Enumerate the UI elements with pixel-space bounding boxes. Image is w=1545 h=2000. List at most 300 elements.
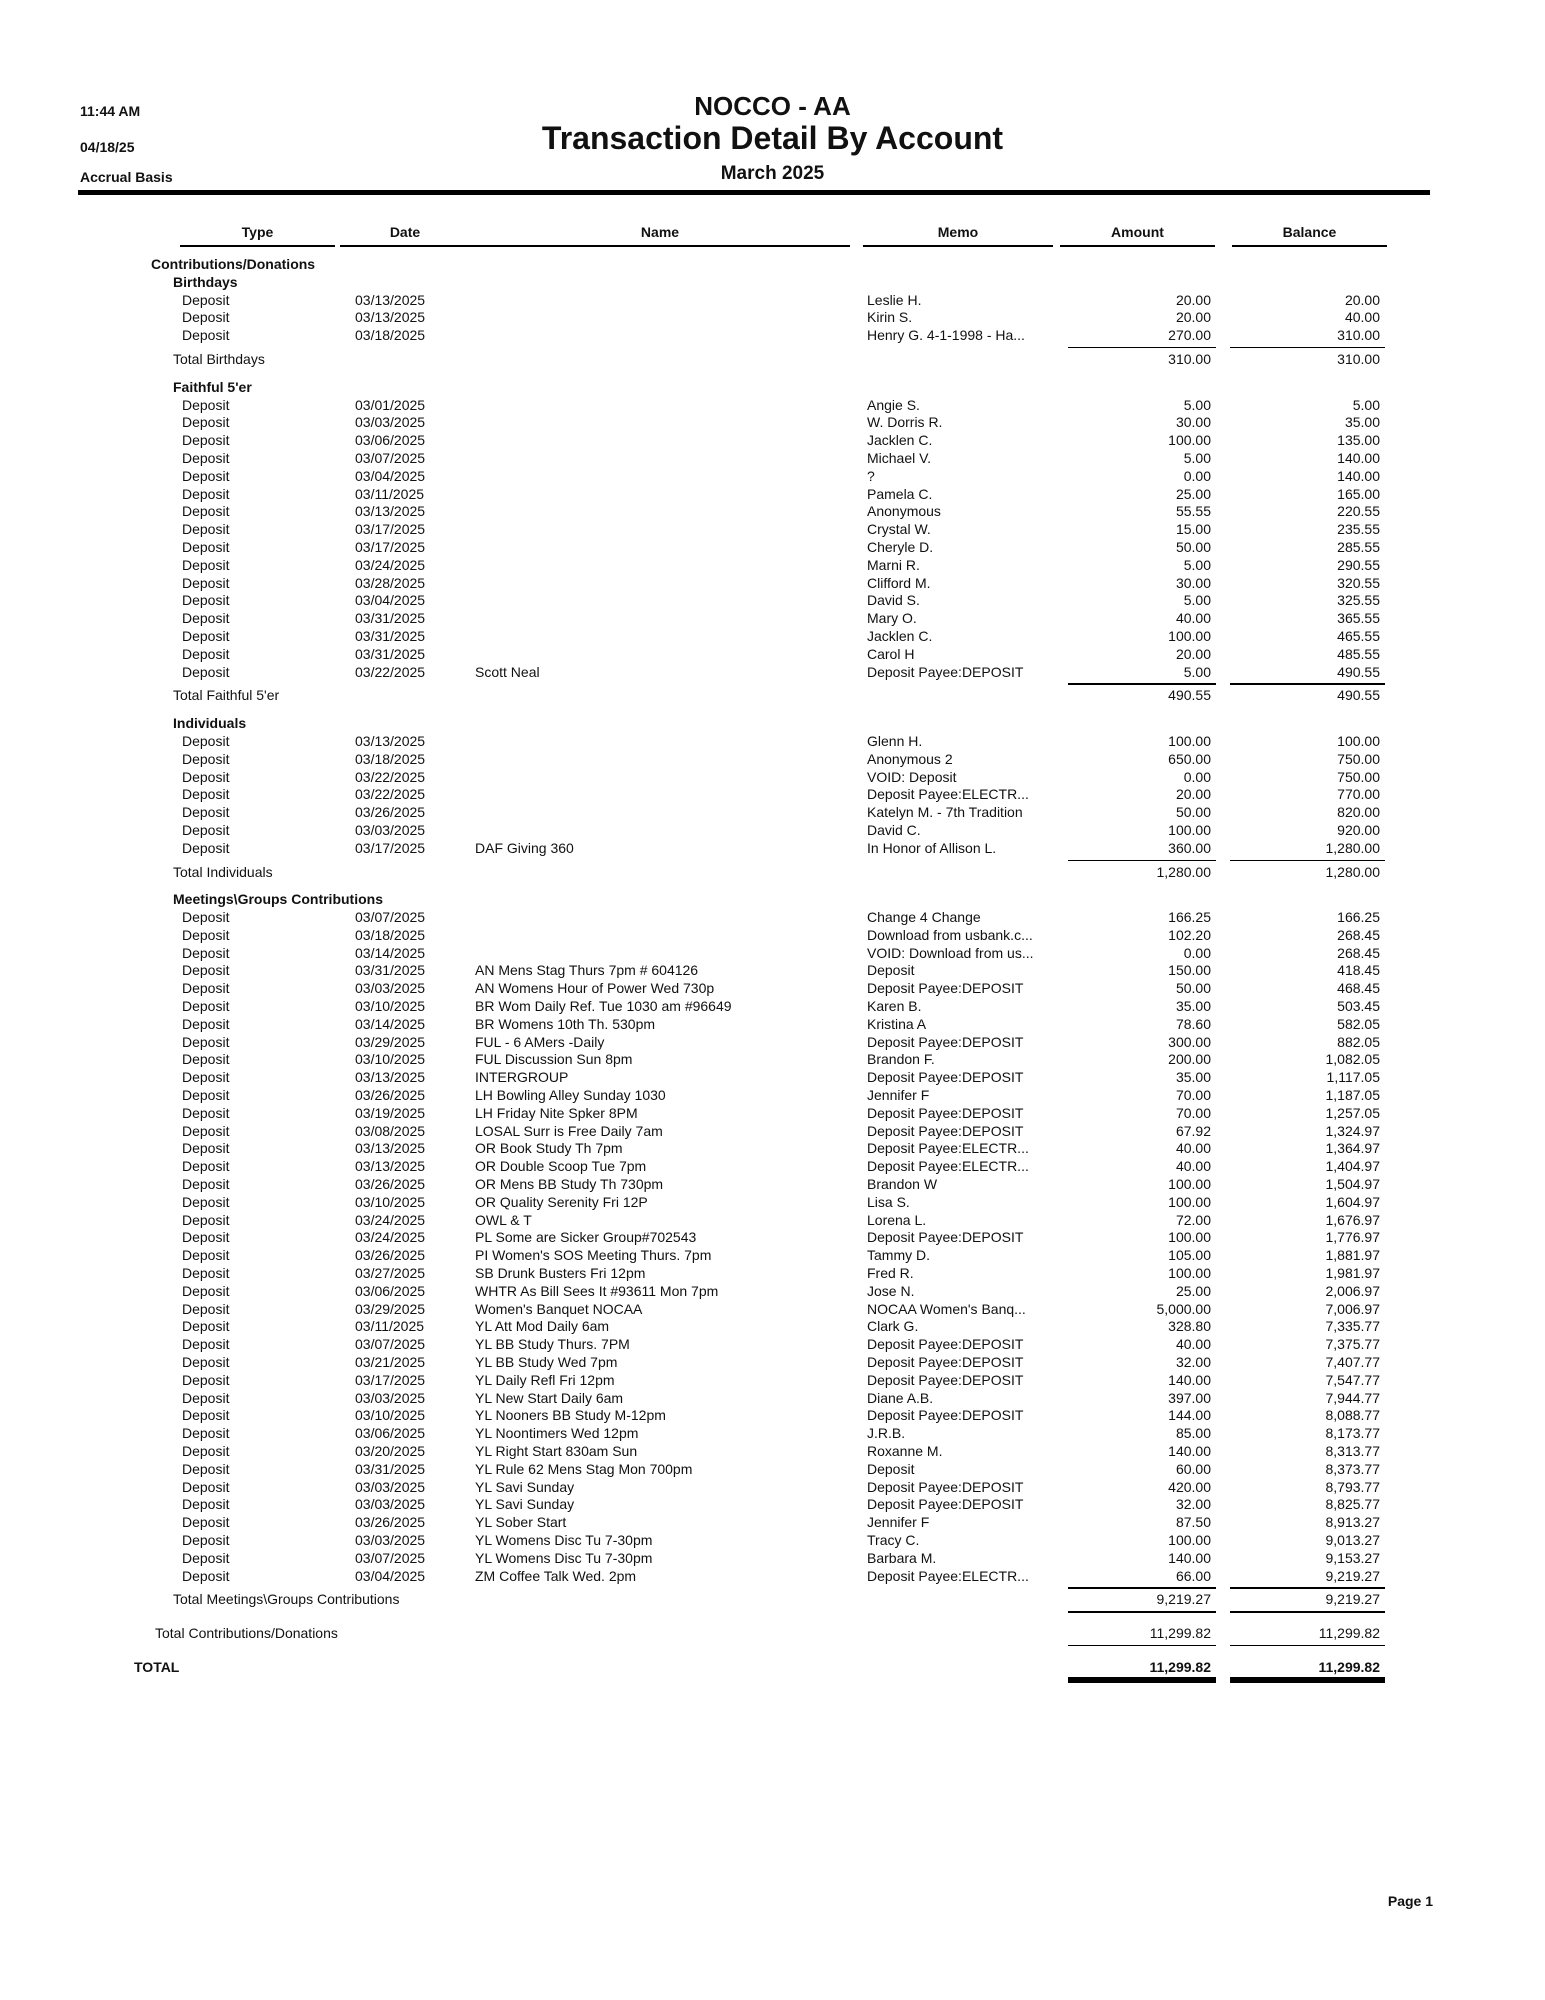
- cell-name: OR Book Study Th 7pm: [475, 1140, 623, 1157]
- cell-type: Deposit: [182, 538, 230, 555]
- cell-date: 03/08/2025: [355, 1122, 426, 1139]
- cell-balance: 40.00: [1344, 309, 1380, 326]
- spacer: [0, 705, 1545, 715]
- account-total-label: Total Contributions/Donations: [155, 1625, 338, 1642]
- table-row[interactable]: [0, 1283, 1545, 1301]
- cell-date: 03/24/2025: [355, 556, 426, 573]
- table-row[interactable]: [0, 1407, 1545, 1425]
- table-row[interactable]: [0, 1265, 1545, 1283]
- cell-type: Deposit: [182, 1460, 230, 1477]
- amount-rule: [1068, 1587, 1216, 1589]
- cell-balance: 166.25: [1337, 909, 1380, 926]
- cell-date: 03/18/2025: [355, 750, 426, 767]
- cell-type: Deposit: [182, 1033, 230, 1050]
- cell-balance: 7,335.77: [1325, 1318, 1380, 1335]
- group-total-row: [0, 1591, 1545, 1609]
- balance-rule: [1230, 1611, 1385, 1613]
- cell-name: YL Womens Disc Tu 7-30pm: [475, 1549, 653, 1566]
- table-row[interactable]: [0, 1425, 1545, 1443]
- table-row[interactable]: [0, 1123, 1545, 1141]
- cell-memo: Deposit Payee:DEPOSIT: [867, 1354, 1024, 1371]
- cell-balance: 365.55: [1337, 610, 1380, 627]
- cell-memo: Lisa S.: [867, 1193, 910, 1210]
- cell-memo: Leslie H.: [867, 291, 922, 308]
- table-row[interactable]: [0, 927, 1545, 945]
- cell-amount: 66.00: [1175, 1567, 1211, 1584]
- cell-balance: 8,825.77: [1325, 1496, 1380, 1513]
- table-row[interactable]: [0, 327, 1545, 345]
- table-row[interactable]: [0, 1372, 1545, 1390]
- table-row[interactable]: [0, 1354, 1545, 1372]
- table-row[interactable]: [0, 309, 1545, 327]
- table-row[interactable]: [0, 414, 1545, 432]
- cell-date: 03/24/2025: [355, 1211, 426, 1228]
- cell-type: Deposit: [182, 1211, 230, 1228]
- cell-amount: 85.00: [1175, 1425, 1211, 1442]
- cell-date: 03/21/2025: [355, 1354, 426, 1371]
- cell-memo: Anonymous: [867, 503, 941, 520]
- table-row[interactable]: [0, 468, 1545, 486]
- account-heading: [0, 256, 1545, 274]
- table-row[interactable]: [0, 998, 1545, 1016]
- cell-amount: 102.20: [1168, 926, 1211, 943]
- cell-date: 03/11/2025: [355, 1318, 425, 1335]
- group-total-row: [0, 687, 1545, 705]
- cell-balance: 8,088.77: [1325, 1407, 1380, 1424]
- cell-memo: David C.: [867, 821, 921, 838]
- cell-date: 03/13/2025: [355, 309, 426, 326]
- cell-balance: 1,364.97: [1325, 1140, 1380, 1157]
- cell-name: YL BB Study Wed 7pm: [475, 1354, 618, 1371]
- cell-type: Deposit: [182, 1176, 230, 1193]
- cell-name: PI Women's SOS Meeting Thurs. 7pm: [475, 1247, 712, 1264]
- cell-amount: 650.00: [1168, 750, 1211, 767]
- group-total-amount: 9,219.27: [1156, 1591, 1211, 1608]
- cell-memo: Jennifer F: [867, 1514, 930, 1531]
- cell-memo: Mary O.: [867, 610, 917, 627]
- cell-amount: 166.25: [1168, 909, 1211, 926]
- cell-balance: 9,013.27: [1325, 1531, 1380, 1548]
- table-row[interactable]: [0, 786, 1545, 804]
- table-row[interactable]: [0, 1016, 1545, 1034]
- cell-date: 03/10/2025: [355, 1051, 426, 1068]
- cell-name: YL Daily Refl Fri 12pm: [475, 1371, 615, 1388]
- cell-memo: Deposit: [867, 962, 915, 979]
- table-row[interactable]: [0, 1087, 1545, 1105]
- cell-type: Deposit: [182, 327, 230, 344]
- cell-memo: Brandon W: [867, 1176, 938, 1193]
- cell-type: Deposit: [182, 1478, 230, 1495]
- cell-balance: 2,006.97: [1325, 1282, 1380, 1299]
- cell-date: 03/31/2025: [355, 645, 426, 662]
- cell-balance: 1,981.97: [1325, 1265, 1380, 1282]
- cell-amount: 5.00: [1183, 556, 1211, 573]
- cell-memo: ?: [867, 467, 875, 484]
- cell-balance: 8,373.77: [1325, 1460, 1380, 1477]
- cell-amount: 270.00: [1168, 327, 1211, 344]
- table-row[interactable]: [0, 397, 1545, 415]
- spacer: [0, 1615, 1545, 1625]
- cell-type: Deposit: [182, 610, 230, 627]
- cell-balance: 920.00: [1337, 821, 1380, 838]
- cell-date: 03/04/2025: [355, 1567, 426, 1584]
- grand-total-row: [0, 1659, 1545, 1677]
- spacer: [0, 881, 1545, 891]
- cell-type: Deposit: [182, 663, 230, 680]
- cell-amount: 55.55: [1175, 503, 1211, 520]
- table-row[interactable]: [0, 1158, 1545, 1176]
- cell-memo: Brandon F.: [867, 1051, 935, 1068]
- table-row[interactable]: [0, 292, 1545, 310]
- cell-balance: 268.45: [1337, 944, 1380, 961]
- cell-type: Deposit: [182, 750, 230, 767]
- cell-balance: 100.00: [1337, 732, 1380, 749]
- cell-type: Deposit: [182, 1407, 230, 1424]
- cell-date: 03/10/2025: [355, 1193, 426, 1210]
- cell-name: Women's Banquet NOCAA: [475, 1300, 643, 1317]
- cell-amount: 100.00: [1168, 732, 1211, 749]
- group-heading: [0, 274, 1545, 292]
- cell-memo: Deposit Payee:DEPOSIT: [867, 1496, 1024, 1513]
- balance-rule: [1230, 683, 1385, 685]
- grand-total-amount: 11,299.82: [1149, 1658, 1211, 1675]
- cell-amount: 5.00: [1183, 663, 1211, 680]
- group-total-balance: 490.55: [1337, 687, 1380, 704]
- table-row[interactable]: [0, 592, 1545, 610]
- cell-type: Deposit: [182, 1496, 230, 1513]
- table-row[interactable]: [0, 610, 1545, 628]
- cell-name: YL BB Study Thurs. 7PM: [475, 1336, 630, 1353]
- cell-name: OR Quality Serenity Fri 12P: [475, 1193, 648, 1210]
- cell-name: LH Friday Nite Spker 8PM: [475, 1104, 638, 1121]
- group-heading: [0, 715, 1545, 733]
- cell-memo: Deposit Payee:DEPOSIT: [867, 1069, 1024, 1086]
- cell-date: 03/13/2025: [355, 1158, 426, 1175]
- cell-name: YL Savi Sunday: [475, 1496, 575, 1513]
- cell-type: Deposit: [182, 1371, 230, 1388]
- cell-memo: Jacklen C.: [867, 627, 933, 644]
- group-label: Faithful 5'er: [173, 378, 252, 395]
- cell-date: 03/13/2025: [355, 1140, 426, 1157]
- table-row[interactable]: [0, 1336, 1545, 1354]
- cell-memo: Tracy C.: [867, 1531, 920, 1548]
- table-row[interactable]: [0, 1194, 1545, 1212]
- table-row[interactable]: [0, 450, 1545, 468]
- cell-name: YL Savi Sunday: [475, 1478, 575, 1495]
- spacer: [0, 1649, 1545, 1659]
- cell-memo: Clifford M.: [867, 574, 931, 591]
- table-row[interactable]: [0, 909, 1545, 927]
- table-row[interactable]: [0, 1034, 1545, 1052]
- cell-balance: 503.45: [1337, 998, 1380, 1015]
- cell-memo: Michael V.: [867, 449, 932, 466]
- cell-balance: 1,257.05: [1325, 1104, 1380, 1121]
- group-total-amount: 1,280.00: [1156, 863, 1211, 880]
- cell-type: Deposit: [182, 980, 230, 997]
- cell-type: Deposit: [182, 1336, 230, 1353]
- cell-type: Deposit: [182, 926, 230, 943]
- cell-memo: Angie S.: [867, 396, 920, 413]
- group-total-amount: 310.00: [1168, 350, 1211, 367]
- cell-memo: Kristina A: [867, 1015, 927, 1032]
- table-row[interactable]: [0, 628, 1545, 646]
- cell-date: 03/29/2025: [355, 1033, 426, 1050]
- table-row[interactable]: [0, 1461, 1545, 1479]
- report-basis: Accrual Basis: [80, 169, 173, 185]
- cell-type: Deposit: [182, 821, 230, 838]
- table-row[interactable]: [0, 822, 1545, 840]
- table-row[interactable]: [0, 1568, 1545, 1586]
- cell-type: Deposit: [182, 291, 230, 308]
- report-time: 11:44 AM: [80, 103, 141, 119]
- account-label: Contributions/Donations: [151, 256, 316, 272]
- cell-memo: In Honor of Allison L.: [867, 839, 997, 856]
- group-total-balance: 1,280.00: [1325, 863, 1380, 880]
- cell-amount: 100.00: [1168, 1265, 1211, 1282]
- cell-date: 03/22/2025: [355, 663, 426, 680]
- cell-balance: 7,375.77: [1325, 1336, 1380, 1353]
- cell-type: Deposit: [182, 645, 230, 662]
- cell-memo: Deposit Payee:DEPOSIT: [867, 1407, 1024, 1424]
- table-row[interactable]: [0, 432, 1545, 450]
- group-label: Individuals: [173, 715, 247, 732]
- cell-date: 03/01/2025: [355, 396, 426, 413]
- table-row[interactable]: [0, 1229, 1545, 1247]
- cell-balance: 1,324.97: [1325, 1122, 1380, 1139]
- table-row[interactable]: [0, 840, 1545, 858]
- cell-balance: 485.55: [1337, 645, 1380, 662]
- cell-name: YL Right Start 830am Sun: [475, 1443, 638, 1459]
- table-row[interactable]: [0, 1479, 1545, 1497]
- cell-amount: 420.00: [1168, 1478, 1211, 1495]
- group-total-balance: 310.00: [1337, 350, 1380, 367]
- table-row[interactable]: [0, 1212, 1545, 1230]
- cell-memo: Deposit Payee:DEPOSIT: [867, 1336, 1024, 1353]
- cell-amount: 72.00: [1175, 1211, 1211, 1228]
- cell-amount: 32.00: [1175, 1496, 1211, 1513]
- cell-type: Deposit: [182, 1247, 230, 1264]
- cell-date: 03/26/2025: [355, 1247, 426, 1264]
- group-total-balance: 9,219.27: [1325, 1591, 1380, 1608]
- transaction-table: [0, 256, 1545, 1683]
- cell-name: YL Nooners BB Study M-12pm: [475, 1407, 666, 1424]
- report-title: Transaction Detail By Account: [541, 120, 1004, 156]
- cell-name: OR Mens BB Study Th 730pm: [475, 1176, 664, 1193]
- cell-amount: 40.00: [1175, 1140, 1211, 1157]
- table-row[interactable]: [0, 1443, 1545, 1461]
- cell-amount: 150.00: [1168, 962, 1211, 979]
- group-total-label: Total Meetings\Groups Contributions: [173, 1591, 400, 1608]
- cell-name: FUL - 6 AMers -Daily: [475, 1033, 605, 1050]
- cell-memo: VOID: Deposit: [867, 768, 957, 785]
- table-row[interactable]: [0, 769, 1545, 787]
- cell-memo: VOID: Download from us...: [867, 944, 1034, 961]
- cell-date: 03/18/2025: [355, 327, 426, 344]
- cell-type: Deposit: [182, 396, 230, 413]
- table-row[interactable]: [0, 1390, 1545, 1408]
- cell-date: 03/17/2025: [355, 538, 426, 555]
- cell-amount: 20.00: [1175, 786, 1211, 803]
- page-number: Page 1: [1387, 1893, 1433, 1909]
- cell-memo: Download from usbank.c...: [867, 926, 1033, 943]
- cell-memo: Clark G.: [867, 1318, 919, 1335]
- cell-amount: 360.00: [1168, 839, 1211, 856]
- table-row[interactable]: [0, 1496, 1545, 1514]
- balance-rule: [1230, 1587, 1385, 1589]
- cell-amount: 144.00: [1168, 1407, 1211, 1424]
- amount-rule: [1068, 683, 1216, 685]
- cell-type: Deposit: [182, 1443, 230, 1459]
- table-row[interactable]: [0, 1301, 1545, 1319]
- table-row[interactable]: [0, 733, 1545, 751]
- cell-type: Deposit: [182, 839, 230, 856]
- cell-memo: Glenn H.: [867, 732, 923, 749]
- table-row[interactable]: [0, 1105, 1545, 1123]
- table-row[interactable]: [0, 1176, 1545, 1194]
- cell-amount: 40.00: [1175, 1158, 1211, 1175]
- cell-amount: 328.80: [1168, 1318, 1211, 1335]
- cell-balance: 490.55: [1337, 663, 1380, 680]
- table-row[interactable]: [0, 646, 1545, 664]
- cell-amount: 30.00: [1175, 414, 1211, 431]
- cell-memo: Kirin S.: [867, 309, 913, 326]
- table-row[interactable]: [0, 664, 1545, 682]
- cell-memo: Deposit Payee:DEPOSIT: [867, 1478, 1024, 1495]
- cell-type: Deposit: [182, 1122, 230, 1139]
- cell-balance: 820.00: [1337, 804, 1380, 821]
- cell-date: 03/29/2025: [355, 1300, 426, 1317]
- table-row[interactable]: [0, 503, 1545, 521]
- cell-name: PL Some are Sicker Group#702543: [475, 1229, 697, 1246]
- amount-rule: [1068, 860, 1216, 862]
- cell-date: 03/03/2025: [355, 980, 426, 997]
- cell-balance: 750.00: [1337, 768, 1380, 785]
- cell-amount: 50.00: [1175, 804, 1211, 821]
- cell-name: DAF Giving 360: [475, 839, 574, 856]
- grand-total-balance: 11,299.82: [1318, 1658, 1380, 1675]
- cell-memo: NOCAA Women's Banq...: [867, 1300, 1026, 1317]
- table-row[interactable]: [0, 1140, 1545, 1158]
- cell-date: 03/14/2025: [355, 944, 426, 961]
- cell-date: 03/03/2025: [355, 1531, 426, 1548]
- cell-date: 03/24/2025: [355, 1229, 426, 1246]
- table-row[interactable]: [0, 1069, 1545, 1087]
- cell-memo: Deposit Payee:DEPOSIT: [867, 1371, 1024, 1388]
- cell-amount: 78.60: [1175, 1015, 1211, 1032]
- cell-type: Deposit: [182, 1354, 230, 1371]
- table-row[interactable]: [0, 1532, 1545, 1550]
- cell-memo: Anonymous 2: [867, 750, 953, 767]
- table-row[interactable]: [0, 1247, 1545, 1265]
- cell-type: Deposit: [182, 1051, 230, 1068]
- table-row[interactable]: [0, 945, 1545, 963]
- cell-amount: 67.92: [1175, 1122, 1211, 1139]
- cell-name: INTERGROUP: [475, 1069, 569, 1086]
- table-row[interactable]: [0, 962, 1545, 980]
- cell-memo: Deposit Payee:DEPOSIT: [867, 1104, 1024, 1121]
- cell-type: Deposit: [182, 432, 230, 449]
- cell-memo: Change 4 Change: [867, 909, 981, 926]
- cell-balance: 35.00: [1344, 414, 1380, 431]
- cell-amount: 5,000.00: [1156, 1300, 1211, 1317]
- table-row[interactable]: [0, 486, 1545, 504]
- cell-amount: 100.00: [1168, 1193, 1211, 1210]
- table-row[interactable]: [0, 575, 1545, 593]
- cell-balance: 750.00: [1337, 750, 1380, 767]
- cell-balance: 7,006.97: [1325, 1300, 1380, 1317]
- cell-amount: 25.00: [1175, 1282, 1211, 1299]
- cell-name: FUL Discussion Sun 8pm: [475, 1051, 633, 1068]
- column-header-amount: Amount: [1060, 224, 1215, 247]
- cell-balance: 8,173.77: [1325, 1425, 1380, 1442]
- cell-balance: 9,219.27: [1325, 1567, 1380, 1584]
- cell-type: Deposit: [182, 786, 230, 803]
- cell-balance: 1,604.97: [1325, 1193, 1380, 1210]
- cell-type: Deposit: [182, 1318, 230, 1335]
- table-row[interactable]: [0, 751, 1545, 769]
- table-row[interactable]: [0, 1550, 1545, 1568]
- cell-date: 03/07/2025: [355, 1336, 426, 1353]
- group-heading: [0, 379, 1545, 397]
- cell-name: AN Womens Hour of Power Wed 730p: [475, 980, 715, 997]
- cell-name: Scott Neal: [475, 663, 540, 680]
- cell-memo: Roxanne M.: [867, 1443, 943, 1459]
- table-row[interactable]: [0, 1051, 1545, 1069]
- table-row[interactable]: [0, 1514, 1545, 1532]
- cell-amount: 200.00: [1168, 1051, 1211, 1068]
- cell-type: Deposit: [182, 1514, 230, 1531]
- cell-amount: 20.00: [1175, 309, 1211, 326]
- cell-date: 03/03/2025: [355, 821, 426, 838]
- spacer: [0, 369, 1545, 379]
- cell-amount: 140.00: [1168, 1371, 1211, 1388]
- table-row[interactable]: [0, 980, 1545, 998]
- cell-type: Deposit: [182, 909, 230, 926]
- cell-date: 03/14/2025: [355, 1015, 426, 1032]
- cell-type: Deposit: [182, 1531, 230, 1548]
- cell-date: 03/07/2025: [355, 909, 426, 926]
- cell-date: 03/13/2025: [355, 1069, 426, 1086]
- cell-name: BR Wom Daily Ref. Tue 1030 am #96649: [475, 998, 732, 1015]
- cell-balance: 140.00: [1337, 449, 1380, 466]
- table-row[interactable]: [0, 1318, 1545, 1336]
- cell-date: 03/13/2025: [355, 503, 426, 520]
- balance-rule: [1230, 347, 1385, 349]
- cell-memo: Carol H: [867, 645, 915, 662]
- table-row[interactable]: [0, 557, 1545, 575]
- cell-name: YL Rule 62 Mens Stag Mon 700pm: [475, 1460, 693, 1477]
- cell-type: Deposit: [182, 944, 230, 961]
- cell-balance: 465.55: [1337, 627, 1380, 644]
- table-row[interactable]: [0, 521, 1545, 539]
- cell-balance: 235.55: [1337, 521, 1380, 538]
- cell-name: LOSAL Surr is Free Daily 7am: [475, 1122, 663, 1139]
- cell-type: Deposit: [182, 485, 230, 502]
- cell-memo: Crystal W.: [867, 521, 931, 538]
- table-row[interactable]: [0, 539, 1545, 557]
- cell-date: 03/31/2025: [355, 610, 426, 627]
- column-header-type: Type: [180, 224, 335, 247]
- cell-type: Deposit: [182, 1069, 230, 1086]
- cell-type: Deposit: [182, 1389, 230, 1406]
- cell-date: 03/06/2025: [355, 1282, 426, 1299]
- cell-amount: 50.00: [1175, 980, 1211, 997]
- cell-name: ZM Coffee Talk Wed. 2pm: [475, 1567, 637, 1584]
- cell-date: 03/17/2025: [355, 839, 426, 856]
- table-row[interactable]: [0, 804, 1545, 822]
- cell-amount: 100.00: [1168, 1229, 1211, 1246]
- cell-date: 03/18/2025: [355, 926, 426, 943]
